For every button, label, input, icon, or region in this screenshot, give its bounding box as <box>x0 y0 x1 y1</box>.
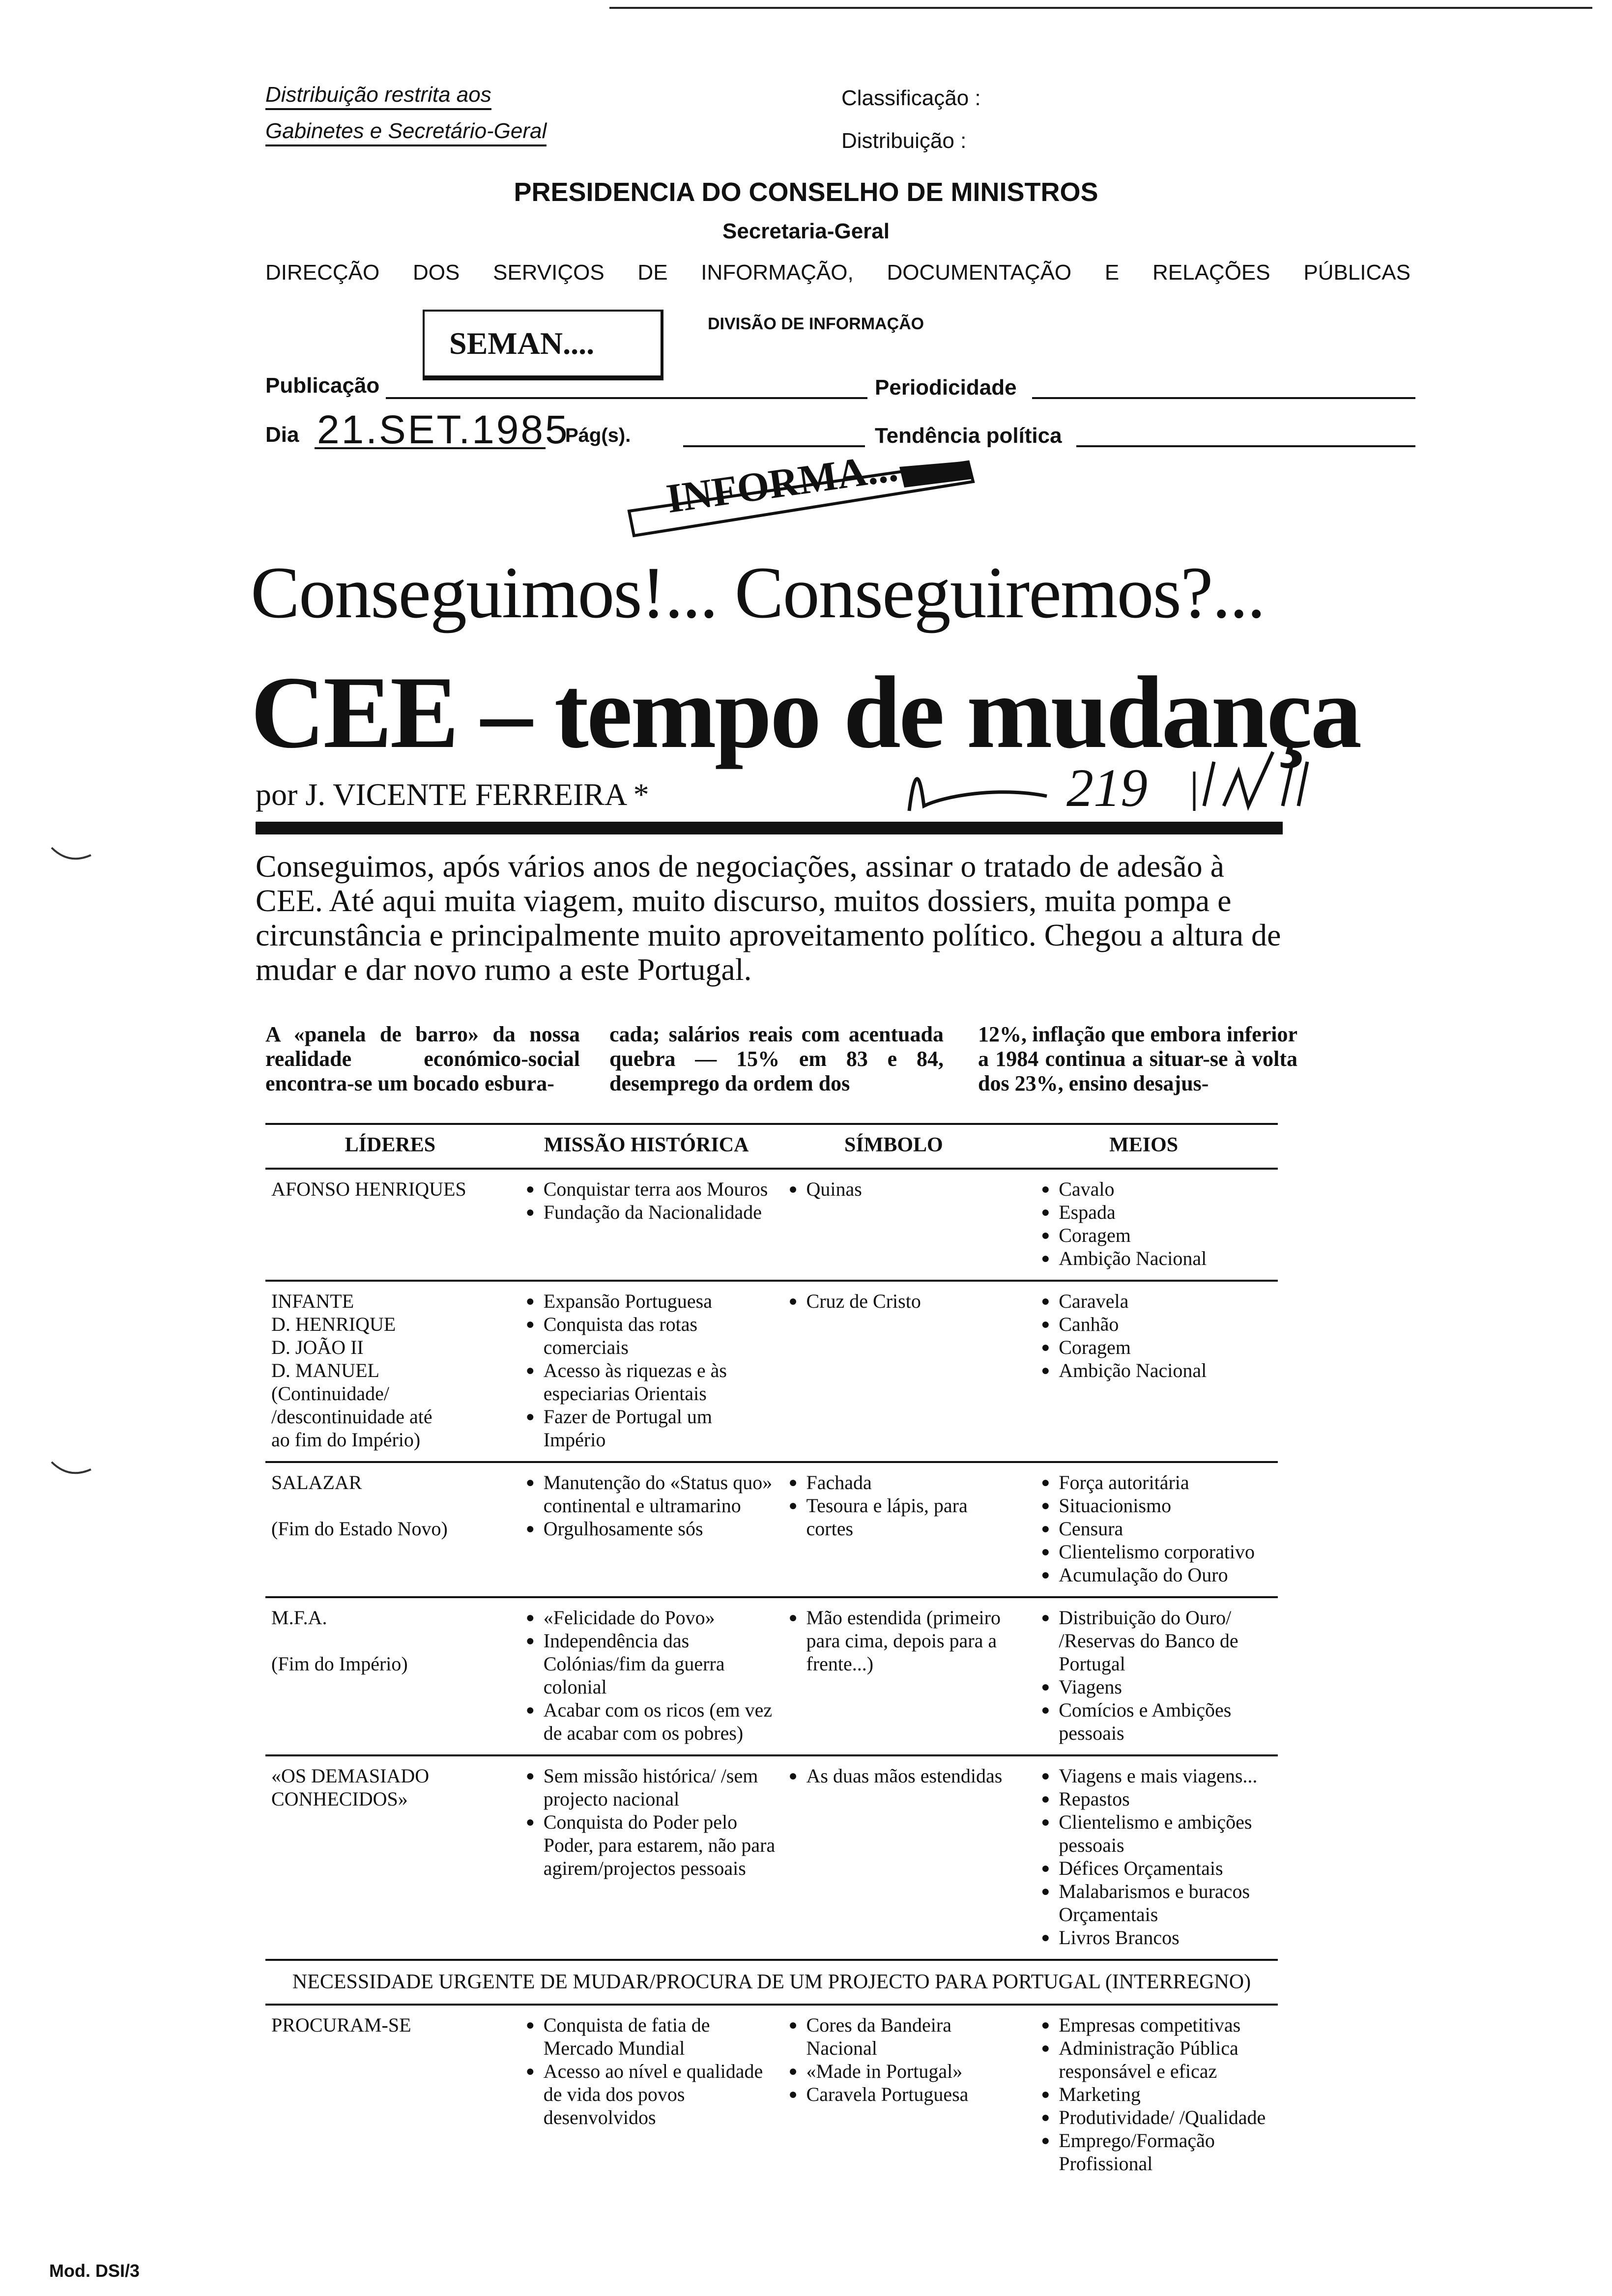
mission-cell: ● Conquistar terra aos Mouros ● Fundação da Nacionalidade <box>515 1169 778 1281</box>
leader-cell: AFONSO HENRIQUES <box>265 1169 515 1281</box>
article-lead: Conseguimos, após vários anos de negociações, assinar o tratado de adesão à CEE. Até aqui muita viagem, muito discurso, muitos dossiers, muita pompa e circunstância e principalmente muito aproveitamento político. Chegou a altura de mudar e dar novo rumo a este Portugal. <box>256 849 1281 987</box>
handwritten-signature <box>899 742 1312 831</box>
distribution-line-2: Gabinetes e Secretário-Geral <box>265 119 547 146</box>
day-value: 21.SET.1985 <box>317 407 570 452</box>
symbol-cell: ● Cruz de Cristo <box>778 1281 1010 1462</box>
pages-label: Pág(s). <box>565 425 631 446</box>
top-rule <box>609 7 1592 9</box>
distribution-note <box>265 83 547 146</box>
publication-line <box>386 397 867 399</box>
table-row <box>265 1281 1278 1462</box>
distribution-label: Distribuição : <box>841 129 967 153</box>
table-row <box>265 1755 1278 1960</box>
directorate-title: DIRECÇÃO DOS SERVIÇOS DE INFORMAÇÃO, DOCUMENTAÇÃO E RELAÇÕES PÚBLICAS <box>265 260 1410 285</box>
symbol-cell: ● Quinas <box>778 1169 1010 1281</box>
means-cell: ● Viagens e mais viagens... ● Repastos ● Clientelismo e ambições pessoais ● Défices Orçamentais ● Malabarismos e buracos Orçamentais ● Livros Brancos <box>1009 1755 1278 1960</box>
article-column-2: cada; salários reais com acentuada quebra — 15% em 83 e 84, desemprego da ordem dos <box>609 1022 944 1095</box>
leader-cell: INFANTE D. HENRIQUE D. JOÃO II D. MANUEL (Continuidade/ /descontinuidade até ao fim do Império) <box>265 1281 515 1462</box>
means-cell: ● Força autoritária ● Situacionismo ● Censura ● Clientelismo corporativo ● Acumulação do Ouro <box>1009 1462 1278 1597</box>
leader-cell: SALAZAR (Fim do Estado Novo) <box>265 1462 515 1597</box>
margin-mark <box>49 845 93 865</box>
table-row <box>265 1169 1278 1281</box>
means-cell: ● Cavalo ● Espada ● Coragem ● Ambição Nacional <box>1009 1169 1278 1281</box>
header-mission: MISSÃO HISTÓRICA <box>515 1124 778 1169</box>
division-title: DIVISÃO DE INFORMAÇÃO <box>708 315 924 333</box>
article-title: CEE – tempo de mudança <box>251 656 1360 770</box>
mission-cell: ● Expansão Portuguesa ● Conquista das rotas comerciais ● Acesso às riquezas e às especiarias Orientais ● Fazer de Portugal um Império <box>515 1281 778 1462</box>
symbol-cell: ● Cores da Bandeira Nacional ● «Made in Portugal» ● Caravela Portuguesa <box>778 2005 1010 2185</box>
article-column-3: 12%, inflação que embora inferior a 1984 continua a situar-se à volta dos 23%, ensino desajus- <box>978 1022 1297 1095</box>
mission-cell: ● Conquista de fatia de Mercado Mundial ● Acesso ao nível e qualidade de vida dos povos desenvolvidos <box>515 2005 778 2185</box>
publication-label: Publicação <box>265 373 380 398</box>
article-kicker: Conseguimos!... Conseguiremos?... <box>251 552 1265 633</box>
classification-label: Classificação : <box>841 86 981 110</box>
leaders-table <box>265 1123 1278 2185</box>
leader-cell: «OS DEMASIADO CONHECIDOS» <box>271 1765 430 1810</box>
table-banner: NECESSIDADE URGENTE DE MUDAR/PROCURA DE UM PROJECTO PARA PORTUGAL (INTERREGNO) <box>265 1960 1278 2005</box>
symbol-cell: ● As duas mãos estendidas <box>778 1755 1010 1960</box>
leader-cell: PROCURAM-SE <box>271 2014 411 2036</box>
day-label: Dia <box>265 423 299 447</box>
header-leaders: LÍDERES <box>265 1124 515 1169</box>
pages-line <box>683 445 865 447</box>
form-code: Mod. DSI/3 <box>49 2261 140 2281</box>
table-row <box>265 1462 1278 1597</box>
day-line <box>315 447 546 449</box>
tendency-line <box>1076 445 1415 447</box>
ministry-title: PRESIDENCIA DO CONSELHO DE MINISTROS <box>514 177 1098 207</box>
handwritten-note: 219 <box>1066 758 1148 818</box>
table-row <box>265 1597 1278 1755</box>
header-symbol: SÍMBOLO <box>778 1124 1010 1169</box>
means-cell: ● Empresas competitivas ● Administração Pública responsável e eficaz ● Marketing ● Produtividade/ /Qualidade ● Emprego/Formação Profissional <box>1009 2005 1278 2185</box>
mission-cell: ● Manutenção do «Status quo» continental e ultramarino ● Orgulhosamente sós <box>515 1462 778 1597</box>
margin-mark <box>49 1460 93 1479</box>
secretariat-title: Secretaria-Geral <box>722 219 890 243</box>
leader-cell: M.F.A. (Fim do Império) <box>265 1597 515 1755</box>
article-byline: por J. VICENTE FERREIRA * <box>256 777 649 812</box>
article-column-1: A «panela de barro» da nossa realidade económico-social encontra-se um bocado esbura- <box>265 1022 580 1095</box>
symbol-cell: ● Fachada ● Tesoura e lápis, para cortes <box>778 1462 1010 1597</box>
mission-cell: ● «Felicidade do Povo» ● Independência das Colónias/fim da guerra colonial ● Acabar com os ricos (em vez de acabar com os pobres) <box>515 1597 778 1755</box>
periodicity-label: Periodicidade <box>875 375 1017 400</box>
tendency-label: Tendência política <box>875 424 1062 448</box>
table-row <box>265 2005 1278 2185</box>
means-cell: ● Caravela ● Canhão ● Coragem ● Ambição Nacional <box>1009 1281 1278 1462</box>
publication-stamp: SEMAN.... <box>423 310 663 380</box>
section-stamp: INFORMA... <box>624 452 978 545</box>
periodicity-line <box>1032 397 1415 399</box>
header-means: MEIOS <box>1009 1124 1278 1169</box>
table-banner-row <box>265 1960 1278 2005</box>
means-cell: ● Distribuição do Ouro/ /Reservas do Banco de Portugal ● Viagens ● Comícios e Ambições pessoais <box>1009 1597 1278 1755</box>
distribution-line-1: Distribuição restrita aos <box>265 83 491 110</box>
mission-cell: ● Sem missão histórica/ /sem projecto nacional ● Conquista do Poder pelo Poder, para estarem, não para agirem/projectos pessoais <box>515 1755 778 1960</box>
title-rule <box>256 822 1283 834</box>
symbol-cell: ● Mão estendida (primeiro para cima, depois para a frente...) <box>778 1597 1010 1755</box>
